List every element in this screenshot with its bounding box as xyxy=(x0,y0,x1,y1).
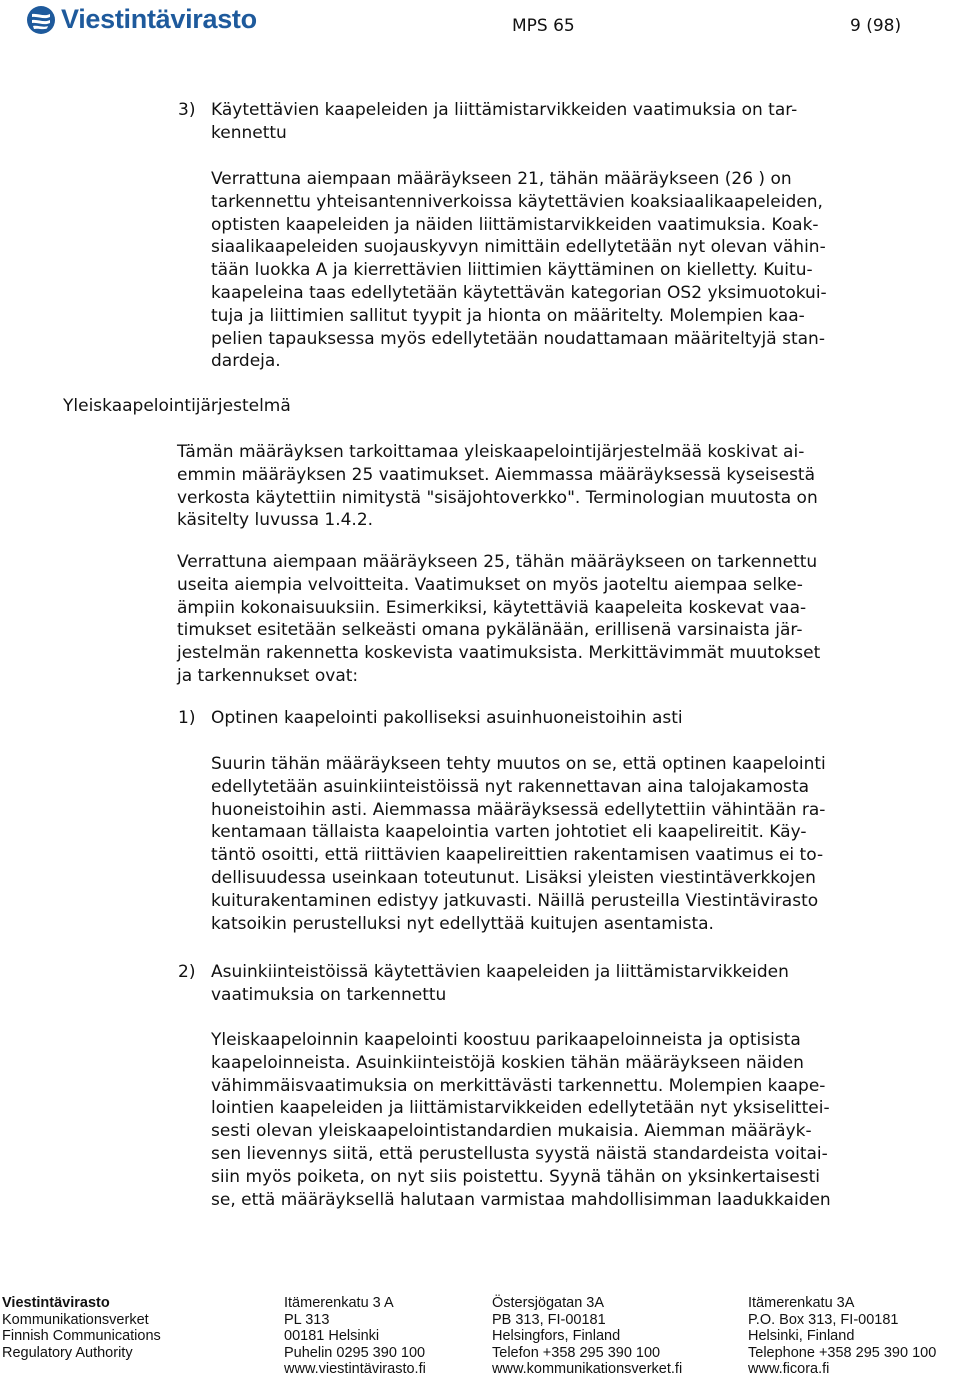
text-line: Tämän määräyksen tarkoittamaa yleiskaapelointijärjestelmää koskivat ai- xyxy=(177,442,805,462)
paragraph-changes xyxy=(177,551,820,688)
text-line: ja tarkennukset ovat: xyxy=(177,665,359,686)
page-number: 9 (98) xyxy=(850,16,902,36)
text-line: Käytettävien kaapeleiden ja liittämistarvikkeiden vaatimuksia on tar- xyxy=(211,100,798,120)
footer-website-link[interactable]: www.viestintävirasto.fi xyxy=(284,1361,426,1378)
footer-line: Östersjögatan 3A xyxy=(492,1295,605,1311)
text-line: se, että määräyksellä halutaan varmistaa mahdollisimman laadukkaiden xyxy=(211,1189,831,1210)
footer-line: Helsingfors, Finland xyxy=(492,1328,621,1345)
footer-line: Regulatory Authority xyxy=(2,1344,133,1361)
text-line: Yleiskaapeloinnin kaapelointi koostuu parikaapeloinneista ja optisista xyxy=(211,1030,801,1050)
text-line: kuiturakentaminen edistyy jatkuvasti. Näillä perusteilla Viestintävirasto xyxy=(211,890,819,911)
text-line: tuja ja liittimien sallitut tyypit ja hionta on määritelty. Molempien kaa- xyxy=(211,305,805,326)
text-line: emmin määräyksen 25 vaatimukset. Aiemmassa määräyksessä kyseisestä xyxy=(177,464,816,485)
text-line: tään luokka A ja kierrettävien liittimien käyttäminen on kielletty. Kuitu- xyxy=(211,260,813,281)
text-line: vähimmäisvaatimuksia on merkittävästi tarkennettu. Molempien kaape- xyxy=(211,1075,826,1096)
text-line: huoneistoihin asti. Aiemmassa määräyksessä edellytettiin vähintään ra- xyxy=(211,799,826,820)
text-line: käsitelty luvussa 1.4.2. xyxy=(177,510,374,531)
item-3-paragraph xyxy=(211,168,827,373)
text-line: useita aiempia velvoitteita. Vaatimukset on myös jaoteltu aiempaa selke- xyxy=(177,574,803,595)
text-line: verkosta käytettiin nimitystä "sisäjohtoverkko". Terminologian muutosta on xyxy=(177,487,818,508)
text-line: tarkennettu yhteisantenniverkoissa käytettävien koaksiaalikaapeleiden, xyxy=(211,191,823,212)
text-line: jestelmän rakennetta koskevista vaatimuksista. Merkittävimmät muutokset xyxy=(177,643,821,664)
footer-line: Telefon +358 295 390 100 xyxy=(492,1344,661,1361)
text-line: Suurin tähän määräykseen tehty muutos on se, että optinen kaapelointi xyxy=(211,754,826,774)
footer-line: 00181 Helsinki xyxy=(284,1328,380,1345)
footer-line: PL 313 xyxy=(284,1311,330,1328)
document-id: MPS 65 xyxy=(512,16,575,36)
footer-column-swedish xyxy=(492,1295,682,1378)
footer-line: Telephone +358 295 390 100 xyxy=(748,1344,937,1361)
item-2-paragraph xyxy=(211,1029,831,1211)
text-line: sen lievennys siitä, että perustellusta syystä näistä standardeista voitai- xyxy=(211,1143,828,1164)
item-1-title xyxy=(211,707,683,730)
paragraph-terminology xyxy=(177,441,818,532)
item-1-paragraph xyxy=(211,753,826,935)
item-2-number: 2) xyxy=(178,962,196,982)
footer-line: P.O. Box 313, FI-00181 xyxy=(748,1311,899,1328)
text-line: dellisuudessa useinkaan toteutunut. Lisäksi yleisten viestintäverkkojen xyxy=(211,867,816,888)
footer-line: Finnish Communications xyxy=(2,1328,161,1345)
footer-line: PB 313, FI-00181 xyxy=(492,1311,606,1328)
footer-line: Puhelin 0295 390 100 xyxy=(284,1344,426,1361)
text-line: siin myös poiketa, on nyt siis poistettu. Syynä tähän on yksinkertaisesti xyxy=(211,1166,820,1187)
logo-emblem-icon xyxy=(26,5,56,35)
text-line: lointien kaapeleiden ja liittämistarvikkeiden edellytetään nyt yksiselittei- xyxy=(211,1098,830,1119)
footer-line: Kommunikationsverket xyxy=(2,1311,149,1328)
text-line: siaalikaapeleiden suojauskyvyn nimittäin edellytetään nyt olevan vähin- xyxy=(211,237,826,258)
text-line: dardeja. xyxy=(211,351,281,372)
logo-text: Viestintävirasto xyxy=(61,4,257,34)
text-line: Verrattuna aiempaan määräykseen 25, tähän määräykseen on tarkennettu xyxy=(177,552,818,572)
footer-website-link[interactable]: www.ficora.fi xyxy=(748,1361,830,1378)
logo xyxy=(26,4,257,35)
item-1-number: 1) xyxy=(178,708,196,728)
footer-line: Helsinki, Finland xyxy=(748,1328,855,1345)
text-line: edellytetään asuinkiinteistöissä nyt rakennettavan aina talojakamosta xyxy=(211,776,810,797)
footer-agency-name: Viestintävirasto xyxy=(2,1295,110,1311)
text-line: pelien tapauksessa myös edellytetään noudattamaan määriteltyjä stan- xyxy=(211,328,825,349)
footer-column-agency xyxy=(2,1295,161,1361)
item-3-title xyxy=(211,99,797,145)
footer-line: Itämerenkatu 3 A xyxy=(284,1295,394,1311)
text-line: täntö osoitti, että riittävien kaapelireittien rakentamisen vaatimus ei to- xyxy=(211,845,824,866)
text-line: timukset esitetään selkeästi omana pykälänään, erillisenä varsinaista jär- xyxy=(177,620,803,641)
text-line: katsoikin perustelluksi nyt edellyttää kuitujen asentamista. xyxy=(211,913,714,934)
text-line: Optinen kaapelointi pakolliseksi asuinhuoneistoihin asti xyxy=(211,708,683,728)
text-line: kentamaan tällaista kaapelointia varten johtotiet eli kaapelireitit. Käy- xyxy=(211,822,807,843)
footer-website-link[interactable]: www.kommunikationsverket.fi xyxy=(492,1361,683,1378)
text-line: Asuinkiinteistöissä käytettävien kaapeleiden ja liittämistarvikkeiden xyxy=(211,962,789,982)
text-line: kaapeleina taas edellytetään käytettävän kategorian OS2 yksimuotokui- xyxy=(211,282,827,303)
text-line: Verrattuna aiempaan määräykseen 21, tähän määräykseen (26 ) on xyxy=(211,169,792,189)
text-line: ämpiin kokonaisuuksiin. Esimerkiksi, käytettäviä kaapeleita koskevat vaa- xyxy=(177,597,807,618)
section-side-heading: Yleiskaapelointijärjestelmä xyxy=(63,396,291,416)
text-line: vaatimuksia on tarkennettu xyxy=(211,984,447,1005)
item-2-title xyxy=(211,961,789,1007)
footer-column-english xyxy=(748,1295,936,1378)
text-line: sesti olevan yleiskaapelointistandardien mukaisia. Aiemman määräyk- xyxy=(211,1121,812,1142)
text-line: kaapeloinneista. Asuinkiinteistöjä koskien tähän määräykseen näiden xyxy=(211,1052,804,1073)
item-3-number: 3) xyxy=(178,100,196,120)
footer-column-finnish xyxy=(284,1295,426,1378)
text-line: kennettu xyxy=(211,122,287,143)
text-line: optisten kaapeleiden ja näiden liittämistarvikkeiden vaatimuksia. Koak- xyxy=(211,214,819,235)
footer-line: Itämerenkatu 3A xyxy=(748,1295,855,1311)
